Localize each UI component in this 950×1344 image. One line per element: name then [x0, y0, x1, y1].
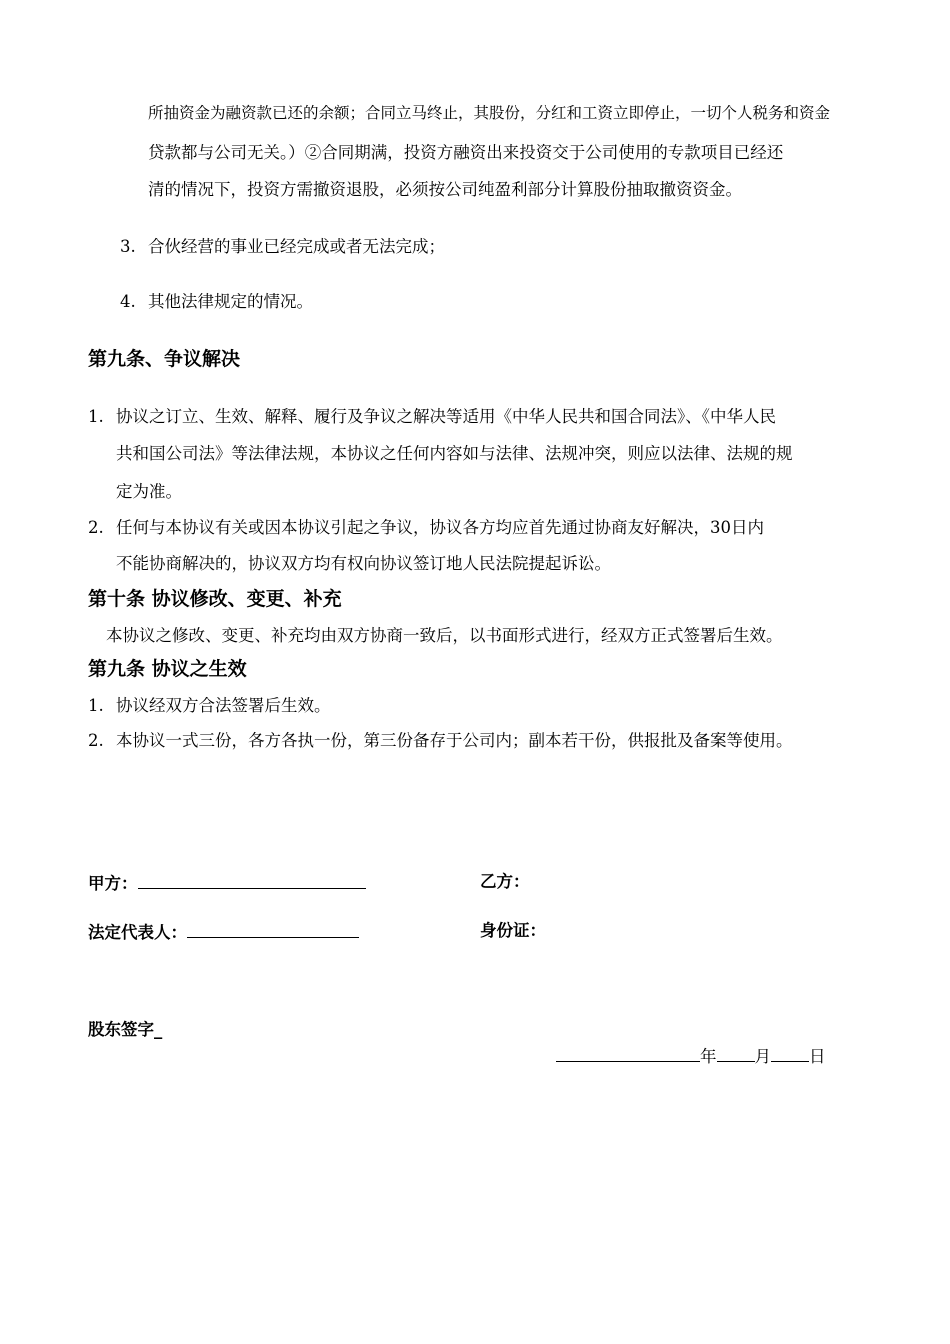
legal-rep-label: 法定代表人： — [88, 923, 187, 942]
list-item-text: 合伙经营的事业已经完成或者无法完成； — [148, 237, 445, 256]
day-label: 日 — [809, 1047, 826, 1066]
dispute-item-1-line-1 — [88, 405, 776, 429]
section-title-dispute: 第九条、争议解决 — [88, 348, 241, 370]
list-item-text: 其他法律规定的情况。 — [148, 292, 313, 311]
continuation-line-2: 贷款都与公司无关。）②合同期满，投资方融资出来投资交于公司使用的专款项目已经还 — [148, 143, 784, 162]
list-item-number: 1. — [88, 407, 104, 426]
id-card-label: 身份证： — [480, 921, 546, 940]
list-item-number: 3. — [120, 237, 136, 256]
month-blank-line[interactable] — [717, 1043, 755, 1062]
list-item-number: 4. — [120, 292, 136, 311]
continuation-line-3: 清的情况下，投资方需撤资退股，必须按公司纯盈利部分计算股份抽取撤资资金。 — [148, 180, 742, 199]
continuation-line-1: 所抽资金为融资款已还的余额；合同立马终止，其股份，分红和工资立即停止，一切个人税务和资金 — [148, 104, 831, 122]
list-item-number: 1. — [88, 696, 104, 715]
legal-rep-signature — [88, 919, 359, 945]
list-item-number: 2. — [88, 518, 104, 537]
day-blank-line[interactable] — [771, 1043, 809, 1062]
section-title-effectiveness: 第九条 协议之生效 — [88, 658, 247, 680]
dispute-item-2-line-2: 不能协商解决的，协议双方均有权向协议签订地人民法院提起诉讼。 — [116, 554, 611, 573]
list-item-text: 本协议一式三份，各方各执一份，第三份备存于公司内；副本若干份，供报批及备案等使用。 — [116, 731, 793, 750]
month-label: 月 — [754, 1047, 771, 1066]
effect-item-2 — [88, 729, 793, 753]
party-a-signature — [88, 870, 366, 896]
list-item-text: 协议经双方合法签署后生效。 — [116, 696, 331, 715]
list-item-3 — [120, 235, 445, 259]
dispute-item-1-line-2: 共和国公司法》等法律法规，本协议之任何内容如与法律、法规冲突，则应以法律、法规的规 — [116, 444, 793, 463]
list-item-text: 任何与本协议有关或因本协议引起之争议，协议各方均应首先通过协商友好解决，30日内 — [116, 518, 764, 537]
amendment-text: 本协议之修改、变更、补充均由双方协商一致后，以书面形式进行，经双方正式签署后生效。 — [106, 626, 783, 645]
legal-rep-signature-line[interactable] — [187, 919, 359, 938]
list-item-4 — [120, 290, 313, 314]
list-item-number: 2. — [88, 731, 104, 750]
party-a-label: 甲方： — [88, 874, 138, 893]
section-title-amendment: 第十条 协议修改、变更、补充 — [88, 588, 342, 610]
party-a-signature-line[interactable] — [138, 870, 366, 889]
party-b-label: 乙方： — [480, 872, 530, 891]
year-label: 年 — [700, 1047, 717, 1066]
date-line — [556, 1043, 826, 1069]
shareholder-signature-label: 股东签字_ — [88, 1020, 163, 1039]
date-blank-line[interactable] — [556, 1043, 700, 1062]
dispute-item-2-line-1 — [88, 516, 764, 540]
effect-item-1 — [88, 694, 331, 718]
list-item-text: 协议之订立、生效、解释、履行及争议之解决等适用《中华人民共和国合同法》、《中华人民 — [116, 407, 776, 426]
dispute-item-1-line-3: 定为准。 — [116, 482, 182, 501]
